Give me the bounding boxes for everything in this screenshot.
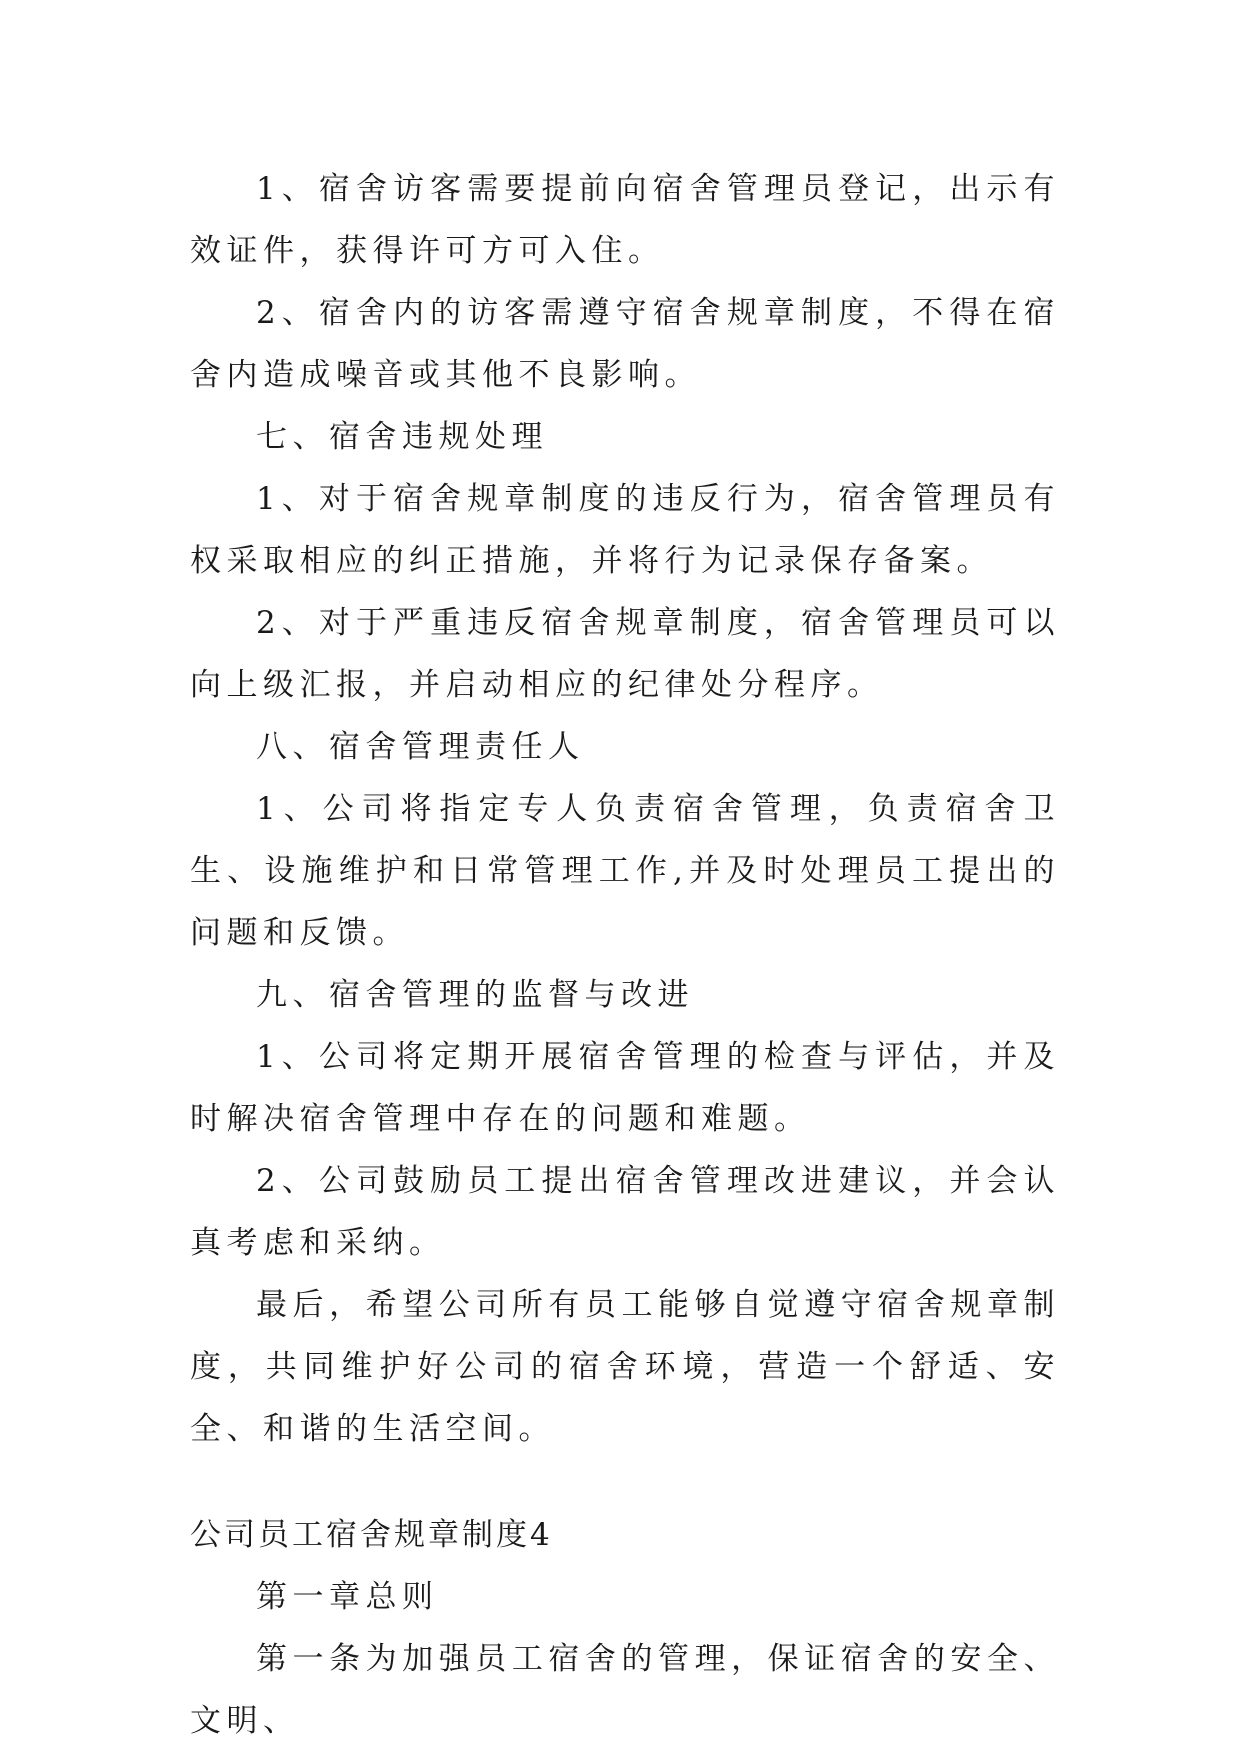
section-heading-7: 七、宿舍违规处理 [256,419,548,455]
chapter-heading: 第一章总则 [256,1579,439,1615]
responsibility-rule-1: 1、公司将指定专人负责宿舍管理，负责宿舍卫生、设施维护和日常管理工作,并及时处理员工提出的问题和反馈。 [190,791,1060,951]
supervision-rule-1: 1、公司将定期开展宿舍管理的检查与评估，并及时解决宿舍管理中存在的问题和难题。 [190,1039,1060,1137]
closing-paragraph: 最后，希望公司所有员工能够自觉遵守宿舍规章制度，共同维护好公司的宿舍环境，营造一个舒适、安全、和谐的生活空间。 [190,1287,1060,1447]
section-heading-8: 八、宿舍管理责任人 [256,729,585,765]
document-title: 公司员工宿舍规章制度4 [190,1517,553,1553]
violation-rule-1: 1、对于宿舍规章制度的违反行为，宿舍管理员有权采取相应的纠正措施，并将行为记录保存备案。 [190,481,1060,579]
visitor-rule-1: 1、宿舍访客需要提前向宿舍管理员登记，出示有效证件，获得许可方可入住。 [190,171,1060,269]
section-heading-9: 九、宿舍管理的监督与改进 [256,977,694,1013]
document-page [190,158,1060,1752]
violation-rule-2: 2、对于严重违反宿舍规章制度，宿舍管理员可以向上级汇报，并启动相应的纪律处分程序。 [190,605,1060,703]
article-1: 第一条为加强员工宿舍的管理，保证宿舍的安全、文明、 [190,1641,1060,1739]
supervision-rule-2: 2、公司鼓励员工提出宿舍管理改进建议，并会认真考虑和采纳。 [190,1163,1060,1261]
visitor-rule-2: 2、宿舍内的访客需遵守宿舍规章制度，不得在宿舍内造成噪音或其他不良影响。 [190,295,1060,393]
